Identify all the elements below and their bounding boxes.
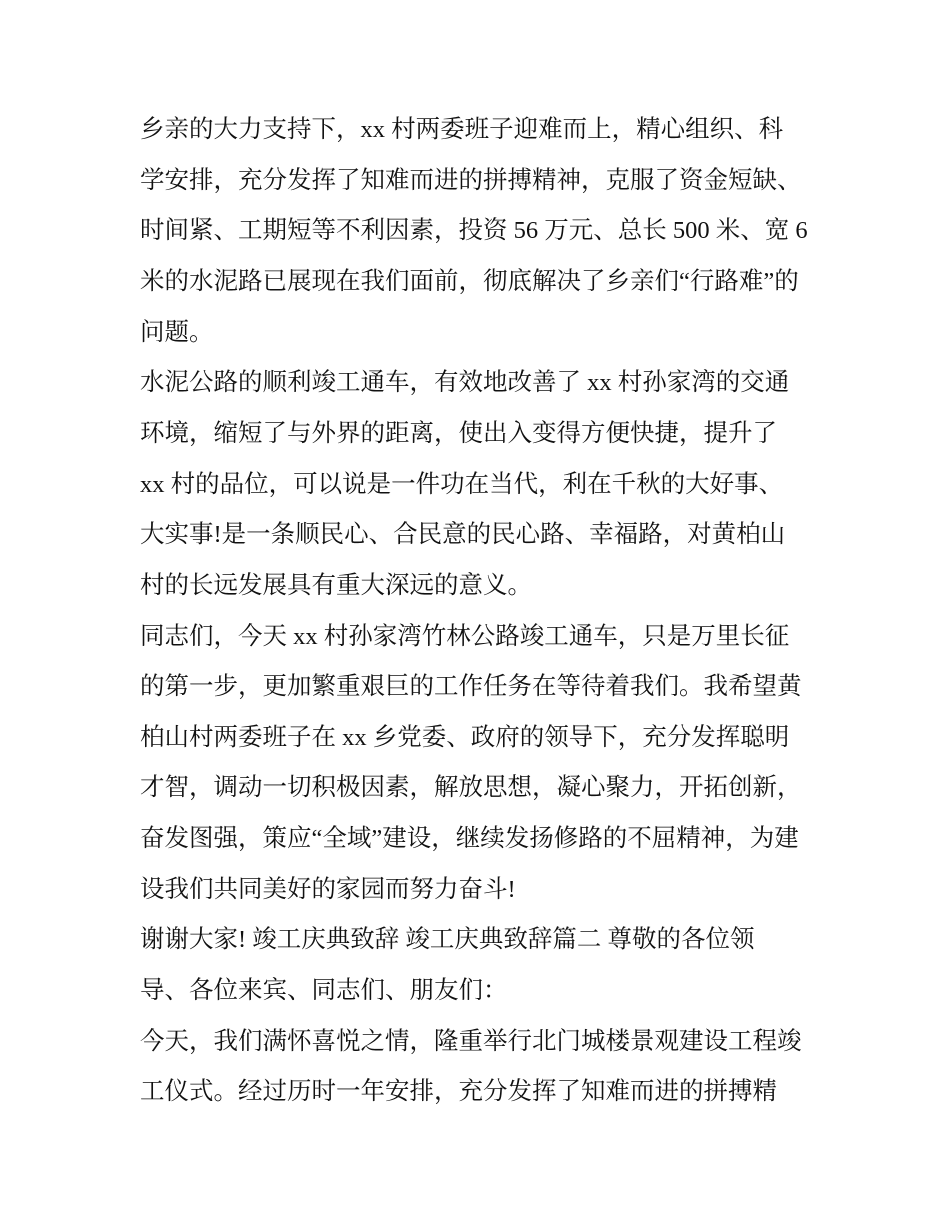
text-line: 问题。 xyxy=(140,318,214,346)
text-line: 柏山村两委班子在 xx 乡党委、政府的领导下，充分发挥聪明 xyxy=(140,723,790,751)
text-line: 大实事!是一条顺民心、合民意的民心路、幸福路，对黄柏山 xyxy=(140,521,786,549)
text-line: 乡亲的大力支持下，xx 村两委班子迎难而上，精心组织、科 xyxy=(140,116,784,143)
text-line: 今天，我们满怀喜悦之情，隆重举行北门城楼景观建设工程竣 xyxy=(140,1027,802,1055)
text-line: 的第一步，更加繁重艰巨的工作任务在等待着我们。我希望黄 xyxy=(140,673,802,701)
text-line: 时间紧、工期短等不利因素，投资 56 万元、总长 500 米、宽 6 xyxy=(140,217,808,245)
text-line: 导、各位来宾、同志们、朋友们： xyxy=(140,977,508,1005)
text-line: 设我们共同美好的家园而努力奋斗! xyxy=(140,875,516,903)
text-line: 学安排，充分发挥了知难而进的拼搏精神，克服了资金短缺、 xyxy=(140,166,802,194)
text-line: 谢谢大家! 竣工庆典致辞 竣工庆典致辞篇二 尊敬的各位领 xyxy=(140,926,755,954)
text-line: 米的水泥路已展现在我们面前，彻底解决了乡亲们“行路难”的 xyxy=(140,267,799,295)
text-line: 环境，缩短了与外界的距离，使出入变得方便快捷，提升了 xyxy=(140,419,777,447)
text-line: 水泥公路的顺利竣工通车，有效地改善了 xx 村孙家湾的交通 xyxy=(140,369,790,397)
text-line: 工仪式。经过历时一年安排，充分发挥了知难而进的拼搏精 xyxy=(140,1078,777,1106)
text-line: xx 村的品位，可以说是一件功在当代，利在千秋的大好事、 xyxy=(140,470,784,498)
text-line: 奋发图强，策应“全域”建设，继续发扬修路的不屈精神，为建 xyxy=(140,825,799,853)
text-line: 才智，调动一切积极因素，解放思想，凝心聚力，开拓创新， xyxy=(140,774,802,802)
text-line: 同志们，今天 xx 村孙家湾竹林公路竣工通车，只是万里长征 xyxy=(140,622,790,650)
text-line: 村的长远发展具有重大深远的意义。 xyxy=(140,571,532,599)
